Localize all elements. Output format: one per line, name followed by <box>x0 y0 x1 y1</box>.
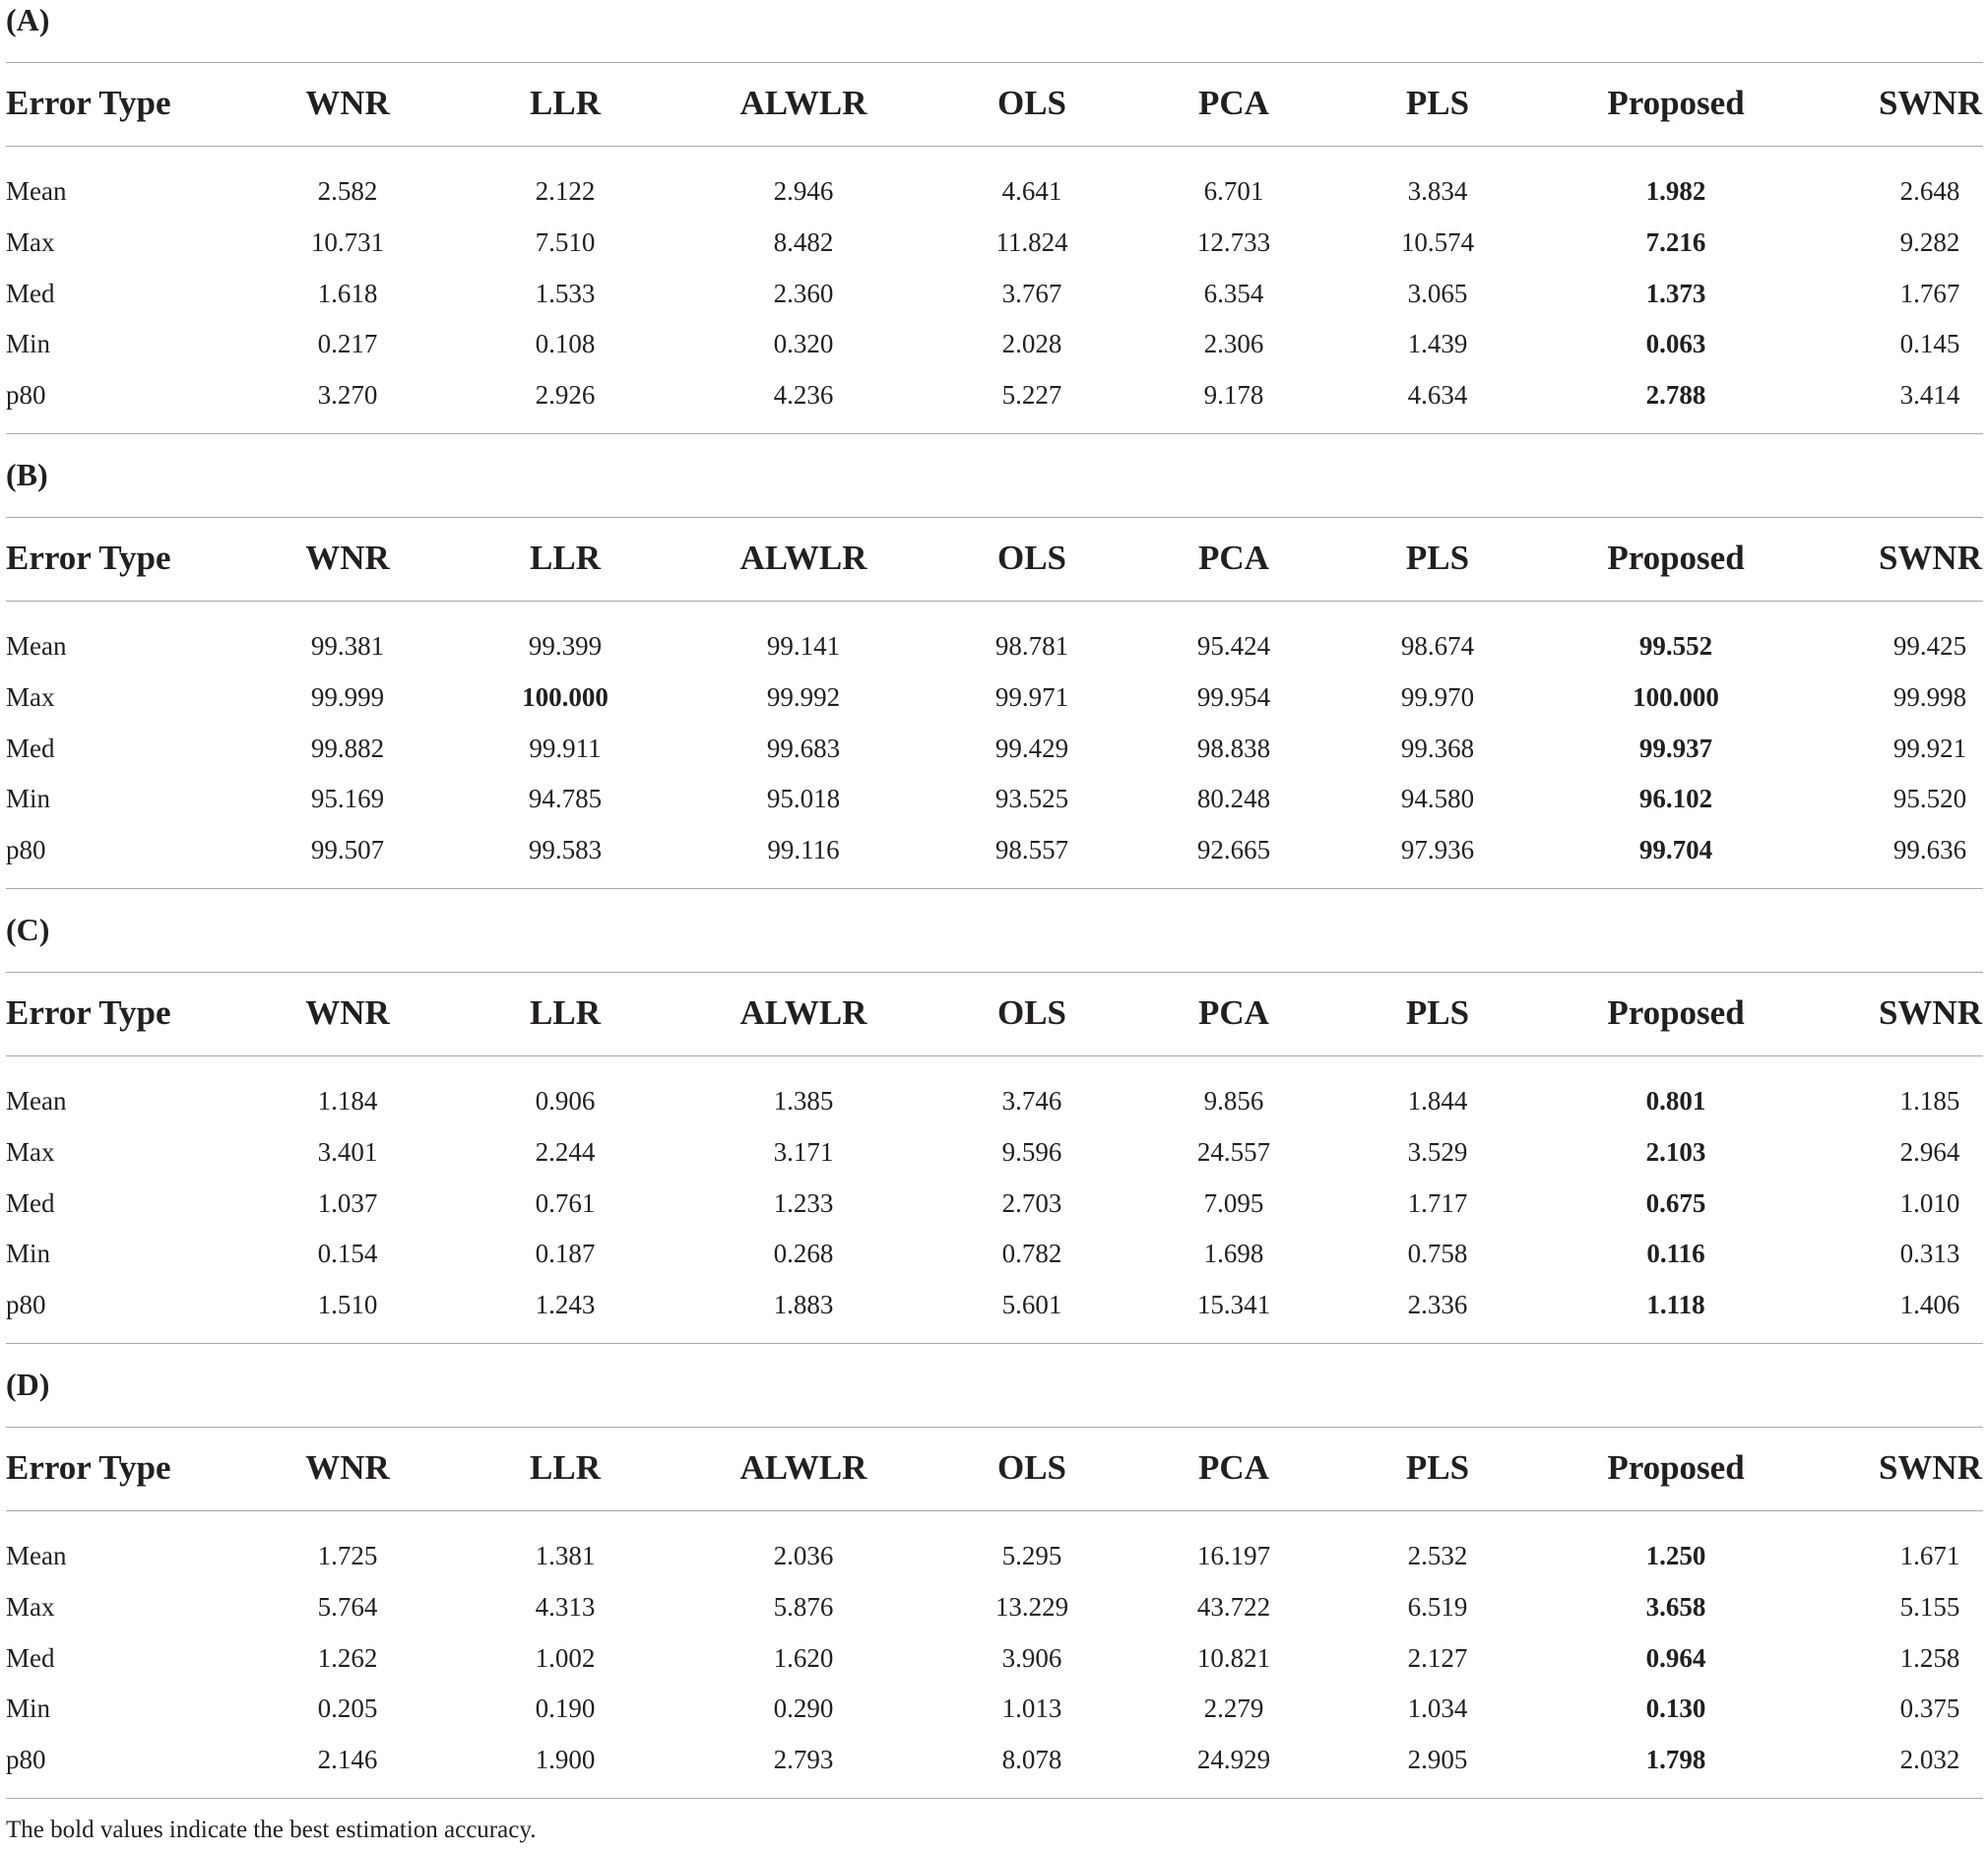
column-header-ols: OLS <box>996 539 1067 577</box>
table-row <box>0 1234 1988 1273</box>
table-top-rule <box>6 62 1983 63</box>
table-cell-llr: 100.000 <box>522 681 609 712</box>
table-cell-alwlr: 0.290 <box>773 1693 834 1724</box>
table-cell-alwlr: 99.683 <box>766 733 841 763</box>
table-row <box>0 1740 1988 1779</box>
table-cell-pca: 7.095 <box>1203 1187 1264 1218</box>
table-cell-pca: 24.929 <box>1196 1745 1271 1775</box>
table-cell-ols: 5.227 <box>1001 380 1062 411</box>
table-cell-llr: 99.911 <box>529 733 602 763</box>
table-cell-swnr: 2.964 <box>1899 1136 1960 1167</box>
table-cell-swnr: 3.414 <box>1899 380 1960 411</box>
table-cell-swnr: 1.258 <box>1899 1642 1960 1673</box>
table-cell-ols: 3.906 <box>1001 1642 1062 1673</box>
table-section-c <box>0 910 1988 1365</box>
table-cell-alwlr: 0.320 <box>773 329 834 359</box>
table-cell-wnr: 1.618 <box>317 278 378 308</box>
row-label: Mean <box>6 176 67 206</box>
table-cell-pls: 97.936 <box>1400 835 1475 865</box>
table-cell-proposed: 1.118 <box>1646 1290 1705 1320</box>
table-cell-proposed: 0.801 <box>1645 1086 1706 1116</box>
row-label: Min <box>6 1239 51 1269</box>
table-cell-pls: 2.905 <box>1407 1745 1468 1775</box>
table-row <box>0 1132 1988 1172</box>
table-cell-proposed: 7.216 <box>1645 226 1706 257</box>
table-cell-llr: 2.244 <box>535 1136 596 1167</box>
table-cell-pca: 24.557 <box>1196 1136 1271 1167</box>
column-header-pca: PCA <box>1198 993 1269 1032</box>
table-cell-ols: 11.824 <box>995 226 1068 257</box>
table-cell-wnr: 95.169 <box>310 784 385 814</box>
table-cell-wnr: 0.217 <box>317 329 378 359</box>
row-label: Min <box>6 1693 51 1724</box>
table-row <box>0 223 1988 262</box>
table-cell-pca: 6.354 <box>1203 278 1264 308</box>
column-header-wnr: WNR <box>305 1448 390 1487</box>
column-header-error-type: Error Type <box>6 1448 171 1487</box>
table-cell-pca: 80.248 <box>1196 784 1271 814</box>
table-cell-proposed: 99.937 <box>1638 733 1713 763</box>
table-cell-pca: 16.197 <box>1196 1541 1271 1570</box>
table-cell-pca: 15.341 <box>1196 1290 1271 1320</box>
column-header-swnr: SWNR <box>1878 539 1982 577</box>
table-cell-proposed: 96.102 <box>1638 784 1713 814</box>
row-label: Med <box>6 1642 55 1673</box>
column-header-ols: OLS <box>996 84 1067 122</box>
table-cell-pls: 1.844 <box>1407 1086 1468 1116</box>
table-cell-wnr: 1.725 <box>317 1541 378 1570</box>
table-row <box>0 677 1988 717</box>
table-cell-alwlr: 99.992 <box>766 681 841 712</box>
column-header-swnr: SWNR <box>1878 993 1982 1032</box>
table-cell-proposed: 1.798 <box>1645 1745 1706 1775</box>
table-row <box>0 1081 1988 1120</box>
table-header-row <box>0 989 1988 1032</box>
table-cell-proposed: 0.964 <box>1645 1642 1706 1673</box>
row-label: Mean <box>6 1086 67 1116</box>
table-cell-llr: 2.122 <box>535 176 596 206</box>
table-cell-llr: 1.243 <box>535 1290 596 1320</box>
table-cell-ols: 98.557 <box>994 835 1069 865</box>
row-label: p80 <box>6 380 46 411</box>
table-cell-ols: 98.781 <box>994 631 1069 661</box>
table-footnote: The bold values indicate the best estimation accuracy. <box>6 1817 537 1843</box>
column-header-llr: LLR <box>530 539 601 577</box>
table-cell-ols: 8.078 <box>1001 1745 1062 1775</box>
table-cell-alwlr: 2.360 <box>773 278 834 308</box>
table-cell-proposed: 1.982 <box>1645 176 1706 206</box>
table-bottom-rule <box>6 433 1983 434</box>
table-cell-swnr: 95.520 <box>1892 784 1967 814</box>
table-row <box>0 324 1988 363</box>
table-cell-pca: 99.954 <box>1196 681 1271 712</box>
table-header-row <box>0 535 1988 577</box>
table-cell-pca: 1.698 <box>1203 1239 1264 1269</box>
table-cell-swnr: 1.010 <box>1899 1187 1960 1218</box>
table-cell-llr: 99.583 <box>528 835 603 865</box>
table-cell-ols: 99.429 <box>994 733 1069 763</box>
header-rule <box>6 1055 1983 1056</box>
table-cell-swnr: 2.648 <box>1899 176 1960 206</box>
table-top-rule <box>6 972 1983 973</box>
table-cell-wnr: 5.764 <box>317 1591 378 1622</box>
column-header-llr: LLR <box>530 993 601 1032</box>
table-cell-pls: 3.834 <box>1407 176 1468 206</box>
table-cell-llr: 7.510 <box>535 226 596 257</box>
table-cell-wnr: 99.999 <box>310 681 385 712</box>
table-row <box>0 1638 1988 1678</box>
table-cell-wnr: 2.146 <box>317 1745 378 1775</box>
table-cell-proposed: 99.552 <box>1638 631 1713 661</box>
table-cell-pca: 9.856 <box>1203 1086 1264 1116</box>
table-cell-alwlr: 2.946 <box>773 176 834 206</box>
column-header-pls: PLS <box>1405 993 1470 1032</box>
table-bottom-rule <box>6 888 1983 889</box>
column-header-proposed: Proposed <box>1607 539 1745 577</box>
table-cell-ols: 13.229 <box>994 1591 1069 1622</box>
table-cell-swnr: 0.313 <box>1899 1239 1960 1269</box>
table-cell-pca: 6.701 <box>1203 176 1264 206</box>
row-label: Max <box>6 226 55 257</box>
table-cell-alwlr: 1.620 <box>773 1642 834 1673</box>
table-cell-wnr: 0.205 <box>317 1693 378 1724</box>
table-cell-swnr: 99.921 <box>1892 733 1967 763</box>
table-cell-pls: 0.758 <box>1407 1239 1468 1269</box>
table-cell-pls: 4.634 <box>1407 380 1468 411</box>
table-cell-wnr: 3.270 <box>317 380 378 411</box>
table-cell-swnr: 1.185 <box>1899 1086 1960 1116</box>
column-header-wnr: WNR <box>305 539 390 577</box>
table-cell-wnr: 99.507 <box>310 835 385 865</box>
table-cell-pca: 95.424 <box>1196 631 1271 661</box>
table-header-row <box>0 1444 1988 1487</box>
section-label: (B) <box>6 457 48 492</box>
table-cell-llr: 94.785 <box>528 784 603 814</box>
row-label: Med <box>6 733 55 763</box>
column-header-llr: LLR <box>530 1448 601 1487</box>
row-label: Max <box>6 681 55 712</box>
table-cell-llr: 0.906 <box>535 1086 596 1116</box>
table-cell-alwlr: 0.268 <box>773 1239 834 1269</box>
table-cell-pls: 99.368 <box>1400 733 1475 763</box>
table-bottom-rule <box>6 1798 1983 1799</box>
table-row <box>0 1587 1988 1627</box>
column-header-alwlr: ALWLR <box>739 1448 867 1487</box>
table-cell-pls: 2.532 <box>1407 1541 1468 1570</box>
column-header-pls: PLS <box>1405 84 1470 122</box>
column-header-ols: OLS <box>996 993 1067 1032</box>
table-header-row <box>0 80 1988 122</box>
table-cell-pls: 2.127 <box>1407 1642 1468 1673</box>
table-row <box>0 1536 1988 1575</box>
table-top-rule <box>6 1427 1983 1428</box>
row-label: Med <box>6 278 55 308</box>
table-cell-wnr: 1.262 <box>317 1642 378 1673</box>
table-cell-ols: 3.767 <box>1001 278 1062 308</box>
table-cell-swnr: 1.671 <box>1899 1541 1960 1570</box>
table-row <box>0 626 1988 666</box>
table-section-a <box>0 0 1988 455</box>
table-section-d <box>0 1365 1988 1819</box>
table-cell-pca: 98.838 <box>1196 733 1271 763</box>
table-cell-llr: 4.313 <box>535 1591 596 1622</box>
column-header-error-type: Error Type <box>6 993 171 1032</box>
table-cell-pls: 3.529 <box>1407 1136 1468 1167</box>
column-header-ols: OLS <box>996 1448 1067 1487</box>
table-cell-ols: 0.782 <box>1001 1239 1062 1269</box>
table-cell-proposed: 2.788 <box>1645 380 1706 411</box>
table-cell-proposed: 0.675 <box>1645 1187 1706 1218</box>
column-header-proposed: Proposed <box>1607 993 1745 1032</box>
section-label: (A) <box>6 2 50 37</box>
table-row <box>0 830 1988 869</box>
table-cell-proposed: 0.130 <box>1645 1693 1706 1724</box>
column-header-pca: PCA <box>1198 84 1269 122</box>
table-cell-alwlr: 2.036 <box>773 1541 834 1570</box>
column-header-error-type: Error Type <box>6 539 171 577</box>
table-cell-wnr: 3.401 <box>317 1136 378 1167</box>
table-cell-pls: 6.519 <box>1407 1591 1468 1622</box>
column-header-proposed: Proposed <box>1607 1448 1745 1487</box>
column-header-swnr: SWNR <box>1878 84 1982 122</box>
table-cell-proposed: 0.116 <box>1646 1239 1705 1269</box>
table-cell-ols: 93.525 <box>994 784 1069 814</box>
table-cell-llr: 2.926 <box>535 380 596 411</box>
table-cell-wnr: 0.154 <box>317 1239 378 1269</box>
table-cell-ols: 4.641 <box>1001 176 1062 206</box>
column-header-pls: PLS <box>1405 539 1470 577</box>
table-cell-proposed: 100.000 <box>1633 681 1719 712</box>
table-row <box>0 171 1988 211</box>
table-cell-wnr: 1.037 <box>317 1187 378 1218</box>
table-section-b <box>0 455 1988 910</box>
table-cell-llr: 0.108 <box>535 329 596 359</box>
table-cell-wnr: 99.882 <box>310 733 385 763</box>
row-label: Min <box>6 784 51 814</box>
table-cell-llr: 1.533 <box>535 278 596 308</box>
table-cell-ols: 5.295 <box>1001 1541 1062 1570</box>
table-cell-ols: 1.013 <box>1001 1693 1062 1724</box>
table-cell-wnr: 1.184 <box>317 1086 378 1116</box>
column-header-pca: PCA <box>1198 539 1269 577</box>
table-row <box>0 729 1988 768</box>
row-label: p80 <box>6 835 46 865</box>
table-cell-pls: 10.574 <box>1400 226 1475 257</box>
table-cell-alwlr: 1.385 <box>773 1086 834 1116</box>
table-cell-ols: 3.746 <box>1001 1086 1062 1116</box>
table-cell-ols: 5.601 <box>1001 1290 1062 1320</box>
table-cell-alwlr: 1.233 <box>773 1187 834 1218</box>
table-cell-swnr: 2.032 <box>1899 1745 1960 1775</box>
table-cell-wnr: 1.510 <box>317 1290 378 1320</box>
column-header-wnr: WNR <box>305 993 390 1032</box>
column-header-llr: LLR <box>530 84 601 122</box>
table-cell-proposed: 3.658 <box>1645 1591 1706 1622</box>
table-cell-pls: 94.580 <box>1400 784 1475 814</box>
table-row <box>0 375 1988 415</box>
table-cell-pca: 92.665 <box>1196 835 1271 865</box>
row-label: p80 <box>6 1745 46 1775</box>
table-cell-llr: 0.190 <box>535 1693 596 1724</box>
column-header-alwlr: ALWLR <box>739 539 867 577</box>
table-cell-pca: 12.733 <box>1196 226 1271 257</box>
table-cell-llr: 99.399 <box>528 631 603 661</box>
table-row <box>0 274 1988 313</box>
column-header-swnr: SWNR <box>1878 1448 1982 1487</box>
table-cell-pls: 99.970 <box>1400 681 1475 712</box>
table-cell-ols: 99.971 <box>994 681 1069 712</box>
table-cell-pca: 43.722 <box>1196 1591 1271 1622</box>
column-header-proposed: Proposed <box>1607 84 1745 122</box>
table-cell-alwlr: 2.793 <box>773 1745 834 1775</box>
table-cell-alwlr: 99.116 <box>767 835 840 865</box>
table-cell-alwlr: 8.482 <box>773 226 834 257</box>
table-bottom-rule <box>6 1343 1983 1344</box>
table-top-rule <box>6 517 1983 518</box>
table-cell-ols: 9.596 <box>1001 1136 1062 1167</box>
table-cell-swnr: 0.145 <box>1899 329 1960 359</box>
table-cell-pca: 10.821 <box>1196 1642 1271 1673</box>
column-header-alwlr: ALWLR <box>739 84 867 122</box>
table-cell-swnr: 1.767 <box>1899 278 1960 308</box>
table-row <box>0 779 1988 818</box>
column-header-pca: PCA <box>1198 1448 1269 1487</box>
column-header-alwlr: ALWLR <box>739 993 867 1032</box>
header-rule <box>6 601 1983 602</box>
section-label: (D) <box>6 1367 50 1402</box>
table-cell-swnr: 5.155 <box>1899 1591 1960 1622</box>
table-cell-ols: 2.028 <box>1001 329 1062 359</box>
column-header-pls: PLS <box>1405 1448 1470 1487</box>
table-cell-proposed: 2.103 <box>1645 1136 1706 1167</box>
table-cell-wnr: 99.381 <box>310 631 385 661</box>
row-label: Mean <box>6 1541 67 1570</box>
table-cell-alwlr: 95.018 <box>766 784 841 814</box>
table-cell-swnr: 9.282 <box>1899 226 1960 257</box>
table-cell-alwlr: 5.876 <box>773 1591 834 1622</box>
table-cell-alwlr: 4.236 <box>773 380 834 411</box>
table-cell-alwlr: 99.141 <box>766 631 841 661</box>
header-rule <box>6 1510 1983 1511</box>
table-cell-swnr: 0.375 <box>1899 1693 1960 1724</box>
table-cell-proposed: 0.063 <box>1645 329 1706 359</box>
table-cell-alwlr: 1.883 <box>773 1290 834 1320</box>
table-cell-llr: 1.381 <box>535 1541 596 1570</box>
table-cell-pls: 1.034 <box>1407 1693 1468 1724</box>
table-cell-proposed: 99.704 <box>1638 835 1713 865</box>
row-label: Mean <box>6 631 67 661</box>
table-cell-pca: 2.279 <box>1203 1693 1264 1724</box>
table-cell-swnr: 1.406 <box>1899 1290 1960 1320</box>
table-cell-llr: 1.900 <box>535 1745 596 1775</box>
table-cell-ols: 2.703 <box>1001 1187 1062 1218</box>
table-cell-pca: 9.178 <box>1203 380 1264 411</box>
table-cell-proposed: 1.250 <box>1645 1541 1706 1570</box>
table-cell-swnr: 99.636 <box>1892 835 1967 865</box>
row-label: p80 <box>6 1290 46 1320</box>
column-header-error-type: Error Type <box>6 84 171 122</box>
table-row <box>0 1183 1988 1223</box>
section-label: (C) <box>6 912 50 947</box>
table-cell-llr: 1.002 <box>535 1642 596 1673</box>
table-cell-pls: 1.717 <box>1407 1187 1468 1218</box>
table-cell-wnr: 10.731 <box>310 226 385 257</box>
table-cell-pls: 1.439 <box>1407 329 1468 359</box>
table-cell-swnr: 99.425 <box>1892 631 1967 661</box>
table-cell-llr: 0.187 <box>535 1239 596 1269</box>
table-cell-pca: 2.306 <box>1203 329 1264 359</box>
table-cell-wnr: 2.582 <box>317 176 378 206</box>
row-label: Max <box>6 1136 55 1167</box>
column-header-wnr: WNR <box>305 84 390 122</box>
table-cell-llr: 0.761 <box>535 1187 596 1218</box>
row-label: Min <box>6 329 51 359</box>
row-label: Max <box>6 1591 55 1622</box>
row-label: Med <box>6 1187 55 1218</box>
table-cell-pls: 98.674 <box>1400 631 1475 661</box>
table-cell-pls: 2.336 <box>1407 1290 1468 1320</box>
table-cell-pls: 3.065 <box>1407 278 1468 308</box>
header-rule <box>6 146 1983 147</box>
table-row <box>0 1689 1988 1728</box>
table-cell-alwlr: 3.171 <box>773 1136 834 1167</box>
table-cell-swnr: 99.998 <box>1892 681 1967 712</box>
table-cell-proposed: 1.373 <box>1645 278 1706 308</box>
table-row <box>0 1285 1988 1324</box>
